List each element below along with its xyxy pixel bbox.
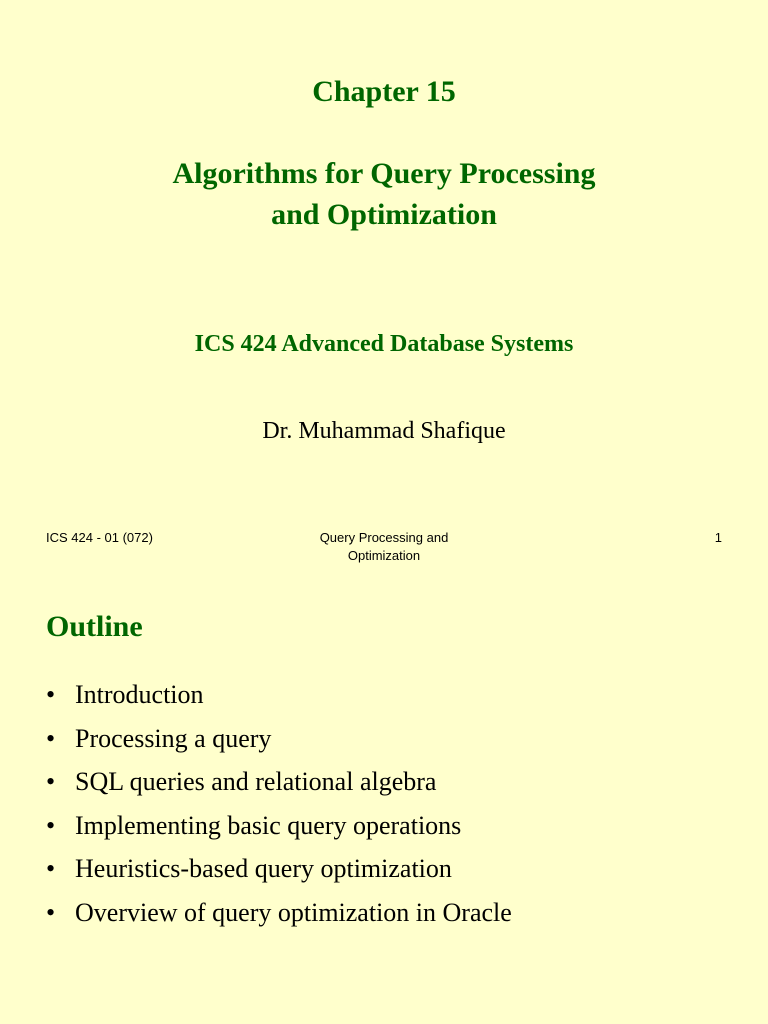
list-item-text: Heuristics-based query optimization <box>75 854 452 884</box>
list-item <box>46 676 512 720</box>
footer-topic <box>284 529 484 565</box>
outline-heading: Outline <box>46 610 143 643</box>
slide-title-line-1: Algorithms for Query Processing <box>172 157 596 190</box>
list-item <box>46 720 512 764</box>
outline-list <box>46 676 512 938</box>
bullet-icon: • <box>46 854 56 884</box>
list-item-text: SQL queries and relational algebra <box>75 767 437 797</box>
bullet-icon: • <box>46 810 56 840</box>
list-item-text: Processing a query <box>75 723 272 753</box>
chapter-title: Chapter 15 <box>312 75 456 108</box>
footer-topic-line-2: Optimization <box>347 548 421 563</box>
footer-course-code: ICS 424 - 01 (072) <box>46 530 153 545</box>
bullet-icon: • <box>46 767 56 797</box>
list-item-text: Implementing basic query operations <box>75 810 462 840</box>
author-name: Dr. Muhammad Shafique <box>262 418 506 444</box>
list-item-text: Introduction <box>75 680 204 709</box>
list-item <box>46 763 512 807</box>
slide-title-line-2: and Optimization <box>271 198 497 231</box>
footer-topic-line-1: Query Processing and <box>319 530 449 545</box>
list-item <box>46 850 512 894</box>
footer-page-number: 1 <box>714 530 722 545</box>
list-item <box>46 894 512 938</box>
course-name: ICS 424 Advanced Database Systems <box>194 331 574 357</box>
bullet-icon: • <box>46 680 56 709</box>
list-item-text: Overview of query optimization in Oracle <box>75 897 512 927</box>
bullet-icon: • <box>46 897 56 927</box>
bullet-icon: • <box>46 723 56 753</box>
list-item <box>46 807 512 851</box>
